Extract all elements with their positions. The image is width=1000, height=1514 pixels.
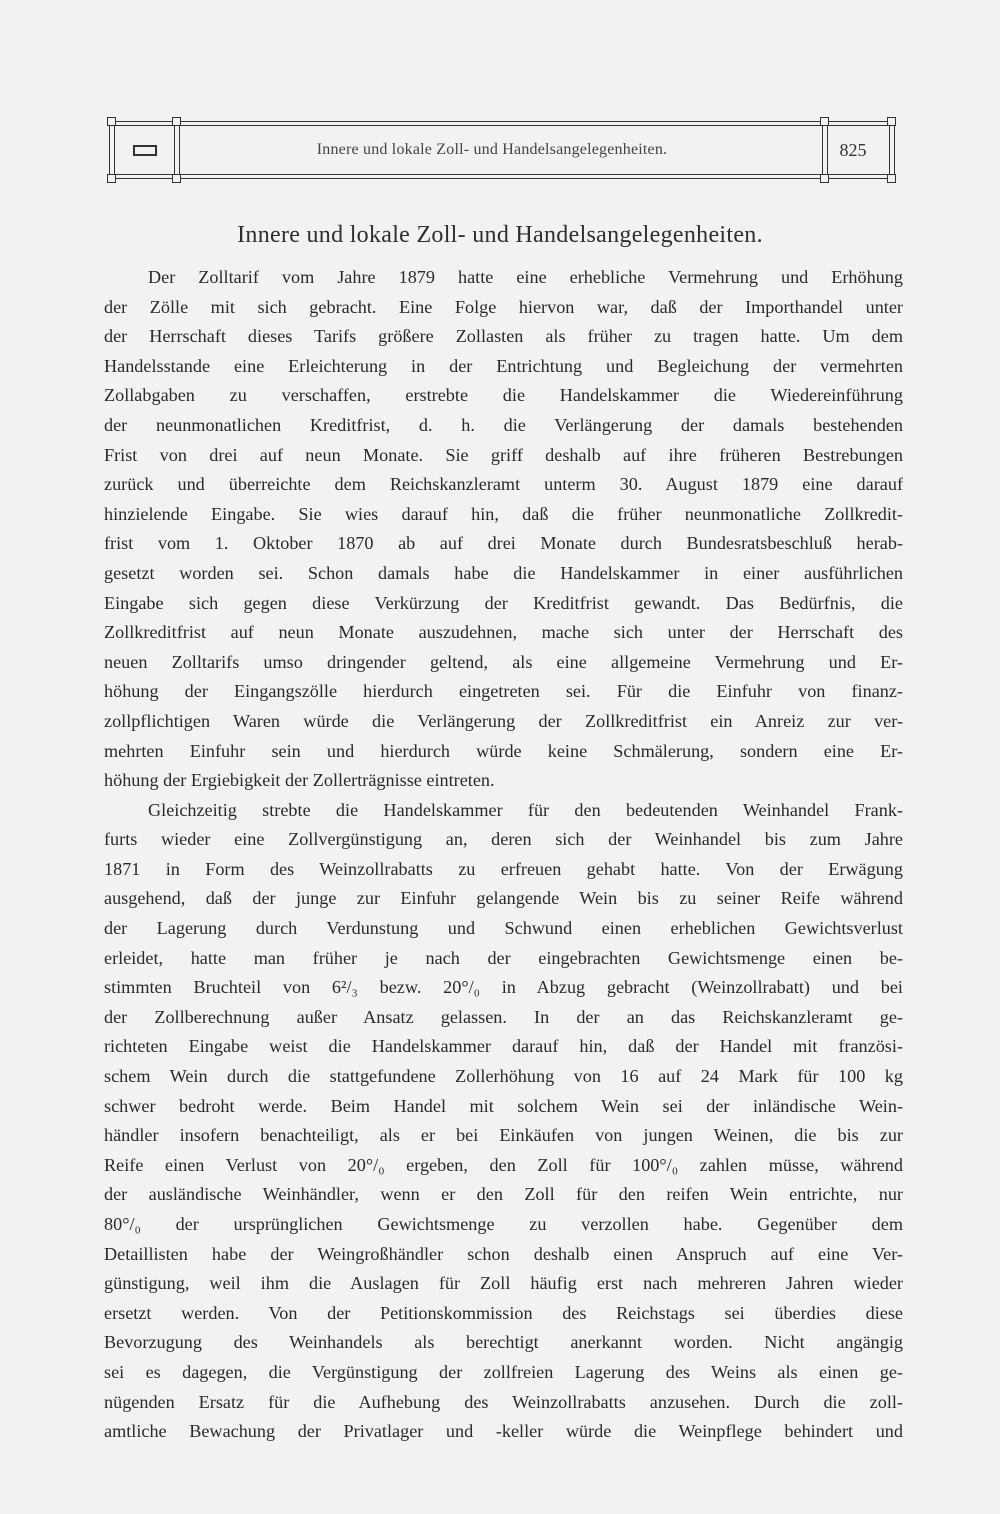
text-line: neuen Zolltarifs umso dringender geltend, als eine allgemeine Vermehrung und Er- bbox=[104, 651, 903, 672]
text-line: Eingabe sich gegen diese Verkürzung der Kreditfrist gewandt. Das Bedürfnis, die bbox=[104, 592, 903, 613]
running-title: Innere und lokale Zoll- und Handelsangelegenheiten. bbox=[316, 141, 668, 158]
text-line: höhung der Eingangszölle hierdurch eingetreten sei. Für die Einfuhr von finanz- bbox=[104, 681, 903, 702]
header-rule-bottom bbox=[111, 174, 893, 179]
text-line: zurück und überreichte dem Reichskanzleramt unterm 30. August 1879 eine darauf bbox=[104, 474, 903, 495]
text-line: furts wieder eine Zollvergünstigung an, deren sich der Weinhandel bis zum Jahre bbox=[104, 829, 903, 850]
text-line: 80°/₀ der ursprünglichen Gewichtsmenge zu verzollen habe. Gegenüber dem bbox=[104, 1214, 903, 1234]
text-line: Handelsstande eine Erleichterung in der Entrichtung und Begleichung der vermehrten bbox=[104, 355, 903, 376]
text-line: höhung der Ergiebigkeit der Zollerträgnisse eintreten. bbox=[104, 770, 495, 791]
text-line: ersetzt werden. Von der Petitionskommission des Reichstags sei überdies diese bbox=[104, 1302, 903, 1323]
text-line: der Lagerung durch Verdunstung und Schwund einen erheblichen Gewichtsverlust bbox=[104, 918, 903, 939]
text-line: frist vom 1. Oktober 1870 ab auf drei Monate durch Bundesratsbeschluß herab- bbox=[104, 533, 903, 554]
text-line: Reife einen Verlust von 20°/₀ ergeben, den Zoll für 100°/₀ zahlen müsse, während bbox=[104, 1154, 903, 1175]
corner-ornament bbox=[820, 117, 829, 126]
corner-ornament bbox=[887, 117, 896, 126]
text-line: schwer bedroht werde. Beim Handel mit solchem Wein sei der inländische Wein- bbox=[104, 1095, 903, 1116]
text-line: der neunmonatlichen Kreditfrist, d. h. die Verlängerung der damals bestehenden bbox=[104, 414, 903, 435]
corner-ornament bbox=[820, 174, 829, 183]
text-line: gesetzt worden sei. Schon damals habe die Handelskammer in einer ausführlichen bbox=[104, 562, 903, 583]
page-number: 825 bbox=[839, 140, 867, 160]
header-post-left-inner bbox=[174, 121, 180, 179]
text-line: ausgehend, daß der junge zur Einfuhr gelangende Wein bis zu seiner Reife während bbox=[104, 888, 903, 909]
text-line: Gleichzeitig strebte die Handelskammer für den bedeutenden Weinhandel Frank- bbox=[148, 799, 903, 820]
corner-ornament bbox=[887, 174, 896, 183]
running-header bbox=[103, 117, 901, 183]
text-line: Der Zolltarif vom Jahre 1879 hatte eine erhebliche Vermehrung und Erhöhung bbox=[148, 267, 903, 287]
text-line: stimmten Bruchteil von 6²/₃ bezw. 20°/₀ in Abzug gebracht (Weinzollrabatt) und bei bbox=[104, 977, 903, 998]
header-post-left bbox=[109, 121, 115, 179]
text-line: zollpflichtigen Waren würde die Verlängerung der Zollkreditfrist ein Anreiz zur ver- bbox=[104, 710, 903, 731]
text-line: Bevorzugung des Weinhandels als berechtigt anerkannt worden. Nicht angängig bbox=[104, 1332, 903, 1353]
corner-ornament bbox=[172, 117, 181, 126]
text-line: händler insofern benachteiligt, als er bei Einkäufen von jungen Weinen, die bis zur bbox=[104, 1125, 903, 1146]
corner-ornament bbox=[107, 117, 116, 126]
text-line: der Zölle mit sich gebracht. Eine Folge hiervon war, daß der Importhandel unter bbox=[104, 296, 903, 317]
corner-ornament bbox=[172, 174, 181, 183]
text-line: schem Wein durch die stattgefundene Zollerhöhung von 16 auf 24 Mark für 100 kg bbox=[104, 1066, 903, 1087]
article-title: Innere und lokale Zoll- und Handelsangelegenheiten. bbox=[237, 222, 763, 248]
text-line: Detaillisten habe der Weingroßhändler schon deshalb einen Anspruch auf eine Ver- bbox=[104, 1243, 903, 1264]
corner-ornament bbox=[107, 174, 116, 183]
text-line: nügenden Ersatz für die Aufhebung des Weinzollrabatts anzusehen. Durch die zoll- bbox=[104, 1391, 903, 1412]
text-line: Zollabgaben zu verschaffen, erstrebte die Handelskammer die Wiedereinführung bbox=[104, 385, 903, 406]
article-body bbox=[104, 263, 903, 1447]
header-rule-top bbox=[111, 121, 893, 126]
text-line: mehrten Einfuhr sein und hierdurch würde keine Schmälerung, sondern eine Er- bbox=[104, 740, 903, 761]
text-line: sei es dagegen, die Vergünstigung der zollfreien Lagerung des Weins als einen ge- bbox=[104, 1361, 903, 1382]
rectangle-ornament-icon bbox=[133, 145, 157, 156]
text-line: richteten Eingabe weist die Handelskammer darauf hin, daß der Handel mit französi- bbox=[104, 1036, 903, 1057]
text-line: günstigung, weil ihm die Auslagen für Zoll häufig erst nach mehreren Jahren wieder bbox=[104, 1273, 903, 1294]
text-line: Zollkreditfrist auf neun Monate auszudehnen, mache sich unter der Herrschaft des bbox=[104, 622, 903, 643]
text-line: amtliche Bewachung der Privatlager und -keller würde die Weinpflege behindert und bbox=[104, 1421, 903, 1442]
header-post-right bbox=[889, 121, 895, 179]
text-line: erleidet, hatte man früher je nach der eingebrachten Gewichtsmenge einen be- bbox=[104, 947, 903, 968]
text-line: der Zollberechnung außer Ansatz gelassen. In der an das Reichskanzleramt ge- bbox=[104, 1006, 903, 1027]
text-line: der ausländische Weinhändler, wenn er den Zoll für den reifen Wein entrichte, nur bbox=[104, 1184, 903, 1205]
text-line: hinzielende Eingabe. Sie wies darauf hin, daß die früher neunmonatliche Zollkredit- bbox=[104, 503, 903, 524]
text-line: 1871 in Form des Weinzollrabatts zu erfreuen gehabt hatte. Von der Erwägung bbox=[104, 858, 903, 879]
text-line: der Herrschaft dieses Tarifs größere Zollasten als früher zu tragen hatte. Um dem bbox=[104, 326, 903, 347]
text-line: Frist von drei auf neun Monate. Sie griff deshalb auf ihre früheren Bestrebungen bbox=[104, 444, 903, 465]
